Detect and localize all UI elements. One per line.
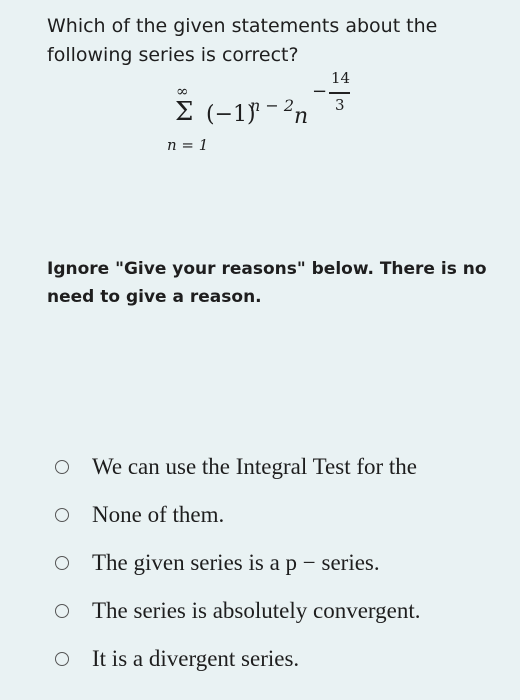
- formula-base: (−1): [206, 102, 256, 127]
- option-divergent[interactable]: [55, 639, 299, 679]
- formula-variable: n: [294, 104, 309, 129]
- option-label: None of them.: [92, 502, 225, 527]
- sum-lower-limit: n = 1: [167, 136, 209, 154]
- radio-button[interactable]: [55, 556, 69, 570]
- option-absolutely-convergent[interactable]: [55, 591, 421, 631]
- option-label: It is a divergent series.: [92, 646, 300, 671]
- option-label: The given series is a p − series.: [92, 550, 380, 575]
- radio-button[interactable]: [55, 460, 69, 474]
- radio-button[interactable]: [55, 652, 69, 666]
- option-label: We can use the Integral Test for the: [92, 454, 418, 479]
- exponent-sign: −: [312, 81, 328, 102]
- option-p-series[interactable]: [55, 543, 380, 583]
- exponent-numerator: 14: [331, 69, 351, 87]
- radio-button[interactable]: [55, 604, 69, 618]
- option-integral-test[interactable]: [55, 447, 417, 487]
- question-text: Which of the given statements about the following series is correct?: [47, 15, 438, 66]
- exponent-denominator: 3: [335, 96, 345, 114]
- fraction-bar: [329, 92, 350, 94]
- instruction-text: Ignore "Give your reasons" below. There is no need to give a reason.: [47, 259, 487, 307]
- series-formula: [0, 0, 520, 170]
- option-none-of-them[interactable]: [55, 495, 224, 535]
- sigma-symbol: Σ: [175, 97, 194, 127]
- radio-button[interactable]: [55, 508, 69, 522]
- option-label: The series is absolutely convergent.: [92, 598, 421, 623]
- sum-upper-limit: ∞: [176, 82, 189, 100]
- formula-exponent: n − 2: [250, 96, 295, 115]
